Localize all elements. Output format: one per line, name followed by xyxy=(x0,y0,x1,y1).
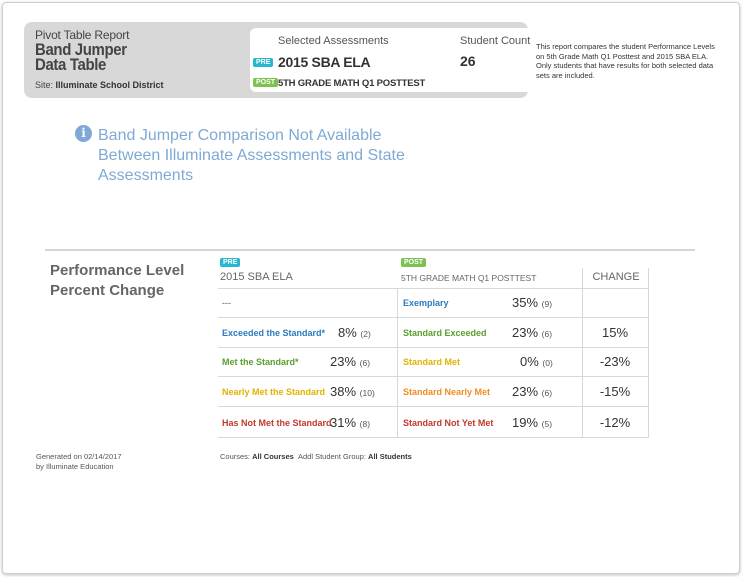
post-assessment-name: 5TH GRADE MATH Q1 POSTTEST xyxy=(278,78,426,89)
table-grid-line xyxy=(397,288,398,437)
site-name: Illuminate School District xyxy=(55,80,164,90)
post-tag: POST xyxy=(253,78,278,87)
report-title-line1: Band Jumper xyxy=(35,40,127,59)
post-percent: 23% (6) xyxy=(512,384,553,399)
pre-level: Met the Standard* xyxy=(222,357,299,367)
courses-label: Courses: xyxy=(220,452,251,461)
report-header-card xyxy=(24,22,531,98)
post-level: Standard Not Yet Met xyxy=(403,418,494,428)
site-label: Site: xyxy=(35,80,54,90)
table-grid-line xyxy=(218,347,649,348)
table-grid-line xyxy=(218,288,649,289)
pre-percent: 23% (6) xyxy=(330,354,371,369)
post-percent: 35% (9) xyxy=(512,295,553,310)
pre-level: Nearly Met the Standard xyxy=(222,387,326,397)
post-percent: 19% (5) xyxy=(512,415,553,430)
filter-info xyxy=(220,452,412,461)
pre-percent: 31% (8) xyxy=(330,415,371,430)
table-grid-line xyxy=(582,268,583,437)
change-value: -12% xyxy=(599,415,631,430)
student-count-label: Student Count xyxy=(460,35,531,47)
info-message: Band Jumper Comparison Not Available Between Illuminate Assessments and State Assessments xyxy=(98,127,405,184)
table-pre-header: 2015 SBA ELA xyxy=(220,271,293,283)
change-value: -15% xyxy=(599,384,631,399)
courses-value: All Courses xyxy=(252,452,294,461)
pre-level: Exceeded the Standard* xyxy=(222,328,326,338)
table-grid-line xyxy=(648,268,649,437)
pre-percent: 8% (2) xyxy=(338,325,371,340)
table-grid-line xyxy=(218,376,649,377)
report-description: This report compares the student Performance Levels on 5th Grade Math Q1 Posttest and 2015 SBA ELA. Only students that have results for both selected data sets are included. xyxy=(536,42,715,80)
info-circle-icon: i xyxy=(75,125,92,142)
post-level: Exemplary xyxy=(403,298,449,308)
report-title-line2: Data Table xyxy=(35,55,107,74)
table-change-header: CHANGE xyxy=(592,271,640,283)
group-value: All Students xyxy=(368,452,412,461)
pre-level: Has Not Met the Standard xyxy=(222,418,332,428)
table-grid-line xyxy=(218,437,649,438)
pre-tag: PRE xyxy=(253,58,273,67)
post-level: Standard Met xyxy=(403,357,461,367)
student-count-value: 26 xyxy=(460,53,476,69)
generated-date: Generated on 02/14/2017 xyxy=(36,452,122,461)
report-type-label: Pivot Table Report xyxy=(35,28,130,42)
table-post-tag: POST xyxy=(401,258,426,267)
generated-info xyxy=(36,452,122,472)
section-title: Performance Level Percent Change xyxy=(50,262,185,299)
selected-assessments-box xyxy=(250,28,538,92)
selected-assessments-label: Selected Assessments xyxy=(278,35,389,47)
post-percent: 0% (0) xyxy=(520,354,553,369)
table-post-header: 5TH GRADE MATH Q1 POSTTEST xyxy=(401,273,537,283)
post-level: Standard Exceeded xyxy=(403,328,487,338)
change-value: -23% xyxy=(599,354,631,369)
post-percent: 23% (6) xyxy=(512,325,553,340)
site-line xyxy=(35,80,164,90)
section-divider xyxy=(45,249,695,251)
table-pre-tag: PRE xyxy=(220,258,240,267)
table-grid-line xyxy=(218,406,649,407)
report-title xyxy=(35,42,127,72)
pre-level: --- xyxy=(222,298,231,308)
pre-assessment-name: 2015 SBA ELA xyxy=(278,54,371,70)
generated-by: by Illuminate Education xyxy=(36,462,114,471)
group-label: Addl Student Group: xyxy=(297,452,366,461)
pre-percent: 38% (10) xyxy=(330,384,375,399)
post-level: Standard Nearly Met xyxy=(403,387,491,397)
table-grid-line xyxy=(218,317,649,318)
change-value: 15% xyxy=(601,325,629,340)
